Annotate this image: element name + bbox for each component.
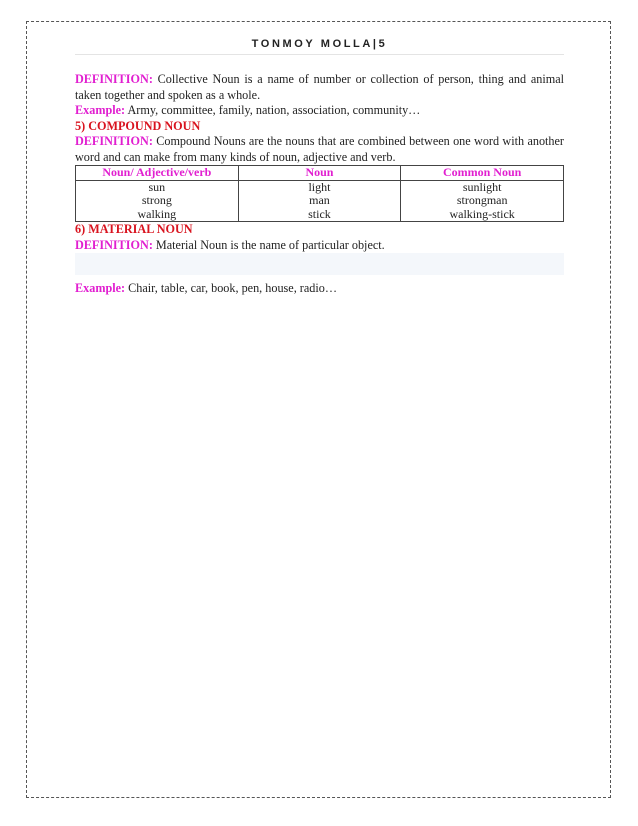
table-cell <box>401 180 564 222</box>
cell-word: strongman <box>456 193 508 207</box>
cell-word: strong <box>141 193 172 207</box>
table-header-cell: Noun/ Adjective/verb <box>76 166 239 181</box>
compound-definition <box>75 134 564 165</box>
table-cell <box>76 180 239 222</box>
material-definition-label: DEFINITION: <box>75 237 153 252</box>
cell-word: man <box>309 193 330 207</box>
page-header: TONMOY MOLLA|5 <box>75 34 564 55</box>
collective-definition-text: Collective Noun is a name of number or collection of person, thing and animal taken together and spoken as a whole. <box>75 72 564 102</box>
collective-example <box>75 103 564 119</box>
material-example-text: Chair, table, car, book, pen, house, radio… <box>125 281 338 295</box>
cell-word: light <box>308 179 331 194</box>
compound-definition-label: DEFINITION: <box>75 134 153 148</box>
table-header-cell: Common Noun <box>401 166 564 181</box>
cell-word: stick <box>308 206 331 221</box>
collective-definition-label: DEFINITION: <box>75 72 153 86</box>
cell-word: walking <box>137 206 177 221</box>
compound-noun-heading: 5) COMPOUND NOUN <box>75 118 201 133</box>
material-definition-text: Material Noun is the name of particular object. <box>152 237 385 252</box>
cell-word: sun <box>148 179 166 194</box>
table-header-cell: Noun <box>238 166 401 181</box>
collective-definition <box>75 72 564 103</box>
cell-word: walking-stick <box>449 206 515 221</box>
shaded-band <box>75 253 564 275</box>
material-example <box>75 281 564 297</box>
collective-example-label: Example: <box>75 103 126 117</box>
collective-example-text: Army, committee, family, nation, association, community… <box>125 103 421 117</box>
document-body <box>75 72 564 297</box>
table-cell <box>238 180 401 222</box>
cell-word: sunlight <box>462 179 502 194</box>
table-header-row <box>76 166 564 181</box>
material-example-label: Example: <box>75 281 126 295</box>
material-noun-heading: 6) MATERIAL NOUN <box>75 222 193 236</box>
compound-definition-text: Compound Nouns are the nouns that are combined between one word with another word and can make from many kinds of noun, adjective and verb. <box>75 134 564 164</box>
table-row <box>76 180 564 222</box>
material-definition <box>75 238 564 254</box>
compound-noun-table <box>75 165 564 222</box>
